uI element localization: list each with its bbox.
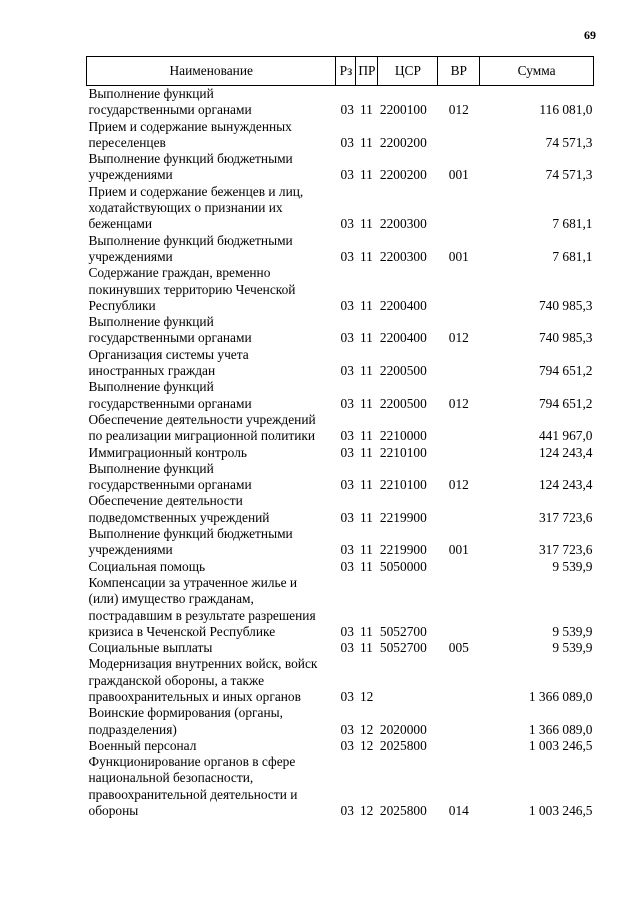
row-name: [87, 640, 336, 656]
table-row: [87, 461, 594, 494]
page-number: 69: [584, 28, 596, 42]
row-sum: 740 985,3: [538, 297, 593, 313]
table-row: [87, 184, 594, 233]
row-name-line: обороны: [88, 803, 139, 819]
row-pr: 11: [359, 542, 373, 558]
table-row: [87, 754, 594, 819]
header-pr: ПР: [356, 57, 378, 86]
row-name-line: правоохранительных и иных органов: [88, 688, 301, 704]
table-row: [87, 705, 594, 738]
row-name-line: по реализации миграционной политики: [88, 428, 316, 444]
row-rz: 03: [340, 216, 354, 232]
row-rz: 03: [340, 297, 354, 313]
row-csr: 2200400: [379, 297, 427, 313]
row-rz: 03: [340, 102, 354, 118]
row-csr: 2200500: [379, 363, 427, 379]
row-pr: 11: [359, 623, 373, 639]
row-sum: 7 681,1: [552, 216, 593, 232]
row-name-line: Компенсации за утраченное жилье и: [88, 574, 298, 590]
row-csr: 2219900: [379, 509, 427, 525]
row-name: [87, 493, 336, 526]
row-name: [87, 754, 336, 819]
row-sum: 317 723,6: [538, 509, 593, 525]
row-csr: [378, 656, 438, 705]
row-csr: 2200300: [379, 216, 427, 232]
row-name: [87, 559, 336, 575]
row-csr: 2210100: [379, 477, 427, 493]
row-name-line: Организация системы учета: [88, 346, 249, 362]
table-row: [87, 738, 594, 754]
row-rz: 03: [340, 395, 354, 411]
row-sum: 794 651,2: [538, 363, 593, 379]
row-vr: 001: [448, 248, 469, 264]
header-rz: Рз: [336, 57, 356, 86]
row-pr: 11: [359, 330, 373, 346]
row-csr: 2200100: [379, 102, 427, 118]
table-row: [87, 119, 594, 152]
row-csr: 5052700: [379, 640, 427, 656]
row-name-line: Социальная помощь: [88, 558, 206, 574]
row-vr: 012: [448, 395, 469, 411]
row-sum: 116 081,0: [539, 102, 593, 118]
row-rz: 03: [340, 542, 354, 558]
row-csr: 2210000: [379, 428, 427, 444]
row-rz: 03: [340, 363, 354, 379]
row-rz: 03: [340, 477, 354, 493]
row-csr: 2210100: [379, 444, 427, 460]
row-pr: 11: [359, 167, 373, 183]
row-name-line: правоохранительной деятельности и: [88, 786, 298, 802]
row-vr: 014: [448, 803, 469, 819]
row-name-line: Функционирование органов в сфере: [88, 754, 296, 770]
row-vr: 012: [448, 477, 469, 493]
row-name: [87, 314, 336, 347]
table-row: [87, 379, 594, 412]
row-vr: [438, 738, 480, 754]
row-name: [87, 86, 336, 119]
row-name: [87, 412, 336, 445]
row-sum: 124 243,4: [538, 444, 593, 460]
row-pr: 12: [359, 688, 374, 704]
row-name-line: учреждениями: [88, 167, 173, 183]
row-sum: 9 539,9: [552, 558, 593, 574]
row-vr: [438, 412, 480, 445]
table-row: [87, 265, 594, 314]
row-csr: 5052700: [379, 623, 427, 639]
row-csr: 2200300: [379, 248, 427, 264]
row-rz: 03: [340, 623, 354, 639]
row-vr: 012: [448, 330, 469, 346]
table-row: [87, 233, 594, 266]
row-sum: 124 243,4: [538, 477, 593, 493]
row-vr: [438, 575, 480, 640]
row-rz: 03: [340, 444, 354, 460]
row-rz: 03: [340, 167, 354, 183]
row-name: [87, 445, 336, 461]
row-name-line: учреждениями: [88, 542, 173, 558]
row-name: [87, 656, 336, 705]
row-sum: 9 539,9: [552, 640, 593, 656]
row-vr: [438, 493, 480, 526]
row-name-line: государственными органами: [88, 102, 252, 118]
row-sum: 1 366 089,0: [528, 688, 593, 704]
row-pr: 11: [359, 102, 373, 118]
row-csr: 5050000: [379, 558, 427, 574]
header-csr: ЦСР: [378, 57, 438, 86]
row-name-line: учреждениями: [88, 248, 173, 264]
row-name-line: Прием и содержание беженцев и лиц,: [88, 183, 304, 199]
row-name-line: Содержание граждан, временно: [88, 265, 271, 281]
row-name-line: пострадавшим в результате разрешения: [88, 607, 316, 623]
row-name-line: государственными органами: [88, 477, 252, 493]
row-vr: [438, 119, 480, 152]
row-vr: [438, 559, 480, 575]
row-name-line: (или) имущество гражданам,: [88, 591, 254, 607]
table-row: [87, 575, 594, 640]
table-row: [87, 445, 594, 461]
row-vr: [438, 265, 480, 314]
row-sum: 1 003 246,5: [528, 737, 593, 753]
row-pr: 11: [359, 134, 373, 150]
row-name-line: Военный персонал: [88, 737, 197, 753]
row-name-line: Обеспечение деятельности: [88, 493, 243, 509]
row-sum: 1 366 089,0: [528, 721, 593, 737]
header-sum: Сумма: [480, 57, 594, 86]
row-vr: 012: [448, 102, 469, 118]
row-name-line: Воинские формирования (органы,: [88, 705, 283, 721]
row-pr: 11: [359, 363, 373, 379]
row-name-line: Прием и содержание вынужденных: [88, 118, 292, 134]
row-vr: [438, 656, 480, 705]
row-csr: 2025800: [379, 737, 427, 753]
row-sum: 74 571,3: [545, 134, 593, 150]
row-name: [87, 265, 336, 314]
row-rz: 03: [340, 558, 354, 574]
row-name-line: подведомственных учреждений: [88, 509, 270, 525]
row-sum: 7 681,1: [552, 248, 593, 264]
row-name-line: Иммиграционный контроль: [88, 444, 247, 460]
table-row: [87, 314, 594, 347]
row-pr: 11: [359, 477, 373, 493]
table-row: [87, 493, 594, 526]
table-row: [87, 559, 594, 575]
row-rz: 03: [340, 134, 354, 150]
row-name: [87, 705, 336, 738]
table-row: [87, 526, 594, 559]
row-csr: 2020000: [379, 721, 427, 737]
row-name-line: Выполнение функций бюджетными: [88, 151, 293, 167]
row-name-line: Обеспечение деятельности учреждений: [88, 411, 316, 427]
row-name-line: иностранных граждан: [88, 363, 216, 379]
row-rz: 03: [340, 248, 354, 264]
header-vr: ВР: [438, 57, 480, 86]
row-name-line: Социальные выплаты: [88, 640, 213, 656]
row-vr: [438, 705, 480, 738]
row-name-line: подразделения): [88, 721, 177, 737]
row-rz: 03: [340, 721, 354, 737]
row-name: [87, 461, 336, 494]
row-rz: 03: [340, 509, 354, 525]
row-rz: 03: [340, 803, 354, 819]
row-name-line: Выполнение функций: [88, 379, 214, 395]
table-row: [87, 347, 594, 380]
budget-table: [86, 56, 594, 819]
row-pr: 12: [359, 721, 374, 737]
row-name-line: Модернизация внутренних войск, войск: [88, 656, 318, 672]
row-pr: 11: [359, 640, 373, 656]
row-vr: [438, 347, 480, 380]
table-body: [87, 86, 594, 820]
row-rz: 03: [340, 428, 354, 444]
table-row: [87, 656, 594, 705]
row-sum: 740 985,3: [538, 330, 593, 346]
row-sum: 441 967,0: [538, 428, 593, 444]
row-pr: 11: [359, 248, 373, 264]
row-name-line: Республики: [88, 297, 156, 313]
row-name-line: Выполнение функций бюджетными: [88, 232, 293, 248]
table-header: [87, 57, 594, 86]
row-csr: 2200200: [379, 134, 427, 150]
row-name-line: государственными органами: [88, 330, 252, 346]
row-csr: 2025800: [379, 803, 427, 819]
row-name-line: ходатайствующих о признании их: [88, 200, 283, 216]
row-name: [87, 738, 336, 754]
row-rz: 03: [340, 688, 354, 704]
row-sum: 9 539,9: [552, 623, 593, 639]
row-pr: 11: [359, 509, 373, 525]
row-vr: 001: [448, 542, 469, 558]
row-name: [87, 233, 336, 266]
row-pr: 12: [359, 737, 374, 753]
row-pr: 11: [359, 216, 373, 232]
row-pr: 11: [359, 395, 373, 411]
row-name: [87, 184, 336, 233]
table-row: [87, 151, 594, 184]
row-vr: [438, 184, 480, 233]
row-name-line: Выполнение функций бюджетными: [88, 526, 293, 542]
row-name-line: Выполнение функций: [88, 314, 214, 330]
row-name-line: переселенцев: [88, 134, 166, 150]
row-name: [87, 347, 336, 380]
row-name-line: Выполнение функций: [88, 86, 214, 101]
row-csr: 2200500: [379, 395, 427, 411]
header-name: Наименование: [87, 57, 336, 86]
row-vr: 001: [448, 167, 469, 183]
row-name: [87, 151, 336, 184]
row-name-line: беженцами: [88, 216, 153, 232]
row-name-line: покинувших территорию Чеченской: [88, 281, 296, 297]
row-name-line: национальной безопасности,: [88, 770, 254, 786]
row-vr: [438, 445, 480, 461]
table-row: [87, 640, 594, 656]
row-name: [87, 119, 336, 152]
row-name-line: Выполнение функций: [88, 460, 214, 476]
table-row: [87, 412, 594, 445]
row-name: [87, 526, 336, 559]
table-row: [87, 86, 594, 119]
row-name-line: кризиса в Чеченской Республике: [88, 623, 276, 639]
row-sum: 74 571,3: [545, 167, 593, 183]
row-pr: 11: [359, 558, 373, 574]
row-csr: 2200200: [379, 167, 427, 183]
row-name: [87, 575, 336, 640]
row-pr: 11: [359, 444, 373, 460]
row-csr: 2200400: [379, 330, 427, 346]
row-name: [87, 379, 336, 412]
row-rz: 03: [340, 640, 354, 656]
row-pr: 11: [359, 428, 373, 444]
row-sum: 794 651,2: [538, 395, 593, 411]
row-pr: 12: [359, 803, 374, 819]
row-sum: 317 723,6: [538, 542, 593, 558]
row-name-line: гражданской обороны, а также: [88, 672, 265, 688]
row-rz: 03: [340, 737, 354, 753]
row-name-line: государственными органами: [88, 395, 252, 411]
row-sum: 1 003 246,5: [528, 803, 593, 819]
row-rz: 03: [340, 330, 354, 346]
row-pr: 11: [359, 297, 373, 313]
row-csr: 2219900: [379, 542, 427, 558]
row-vr: 005: [448, 640, 469, 656]
